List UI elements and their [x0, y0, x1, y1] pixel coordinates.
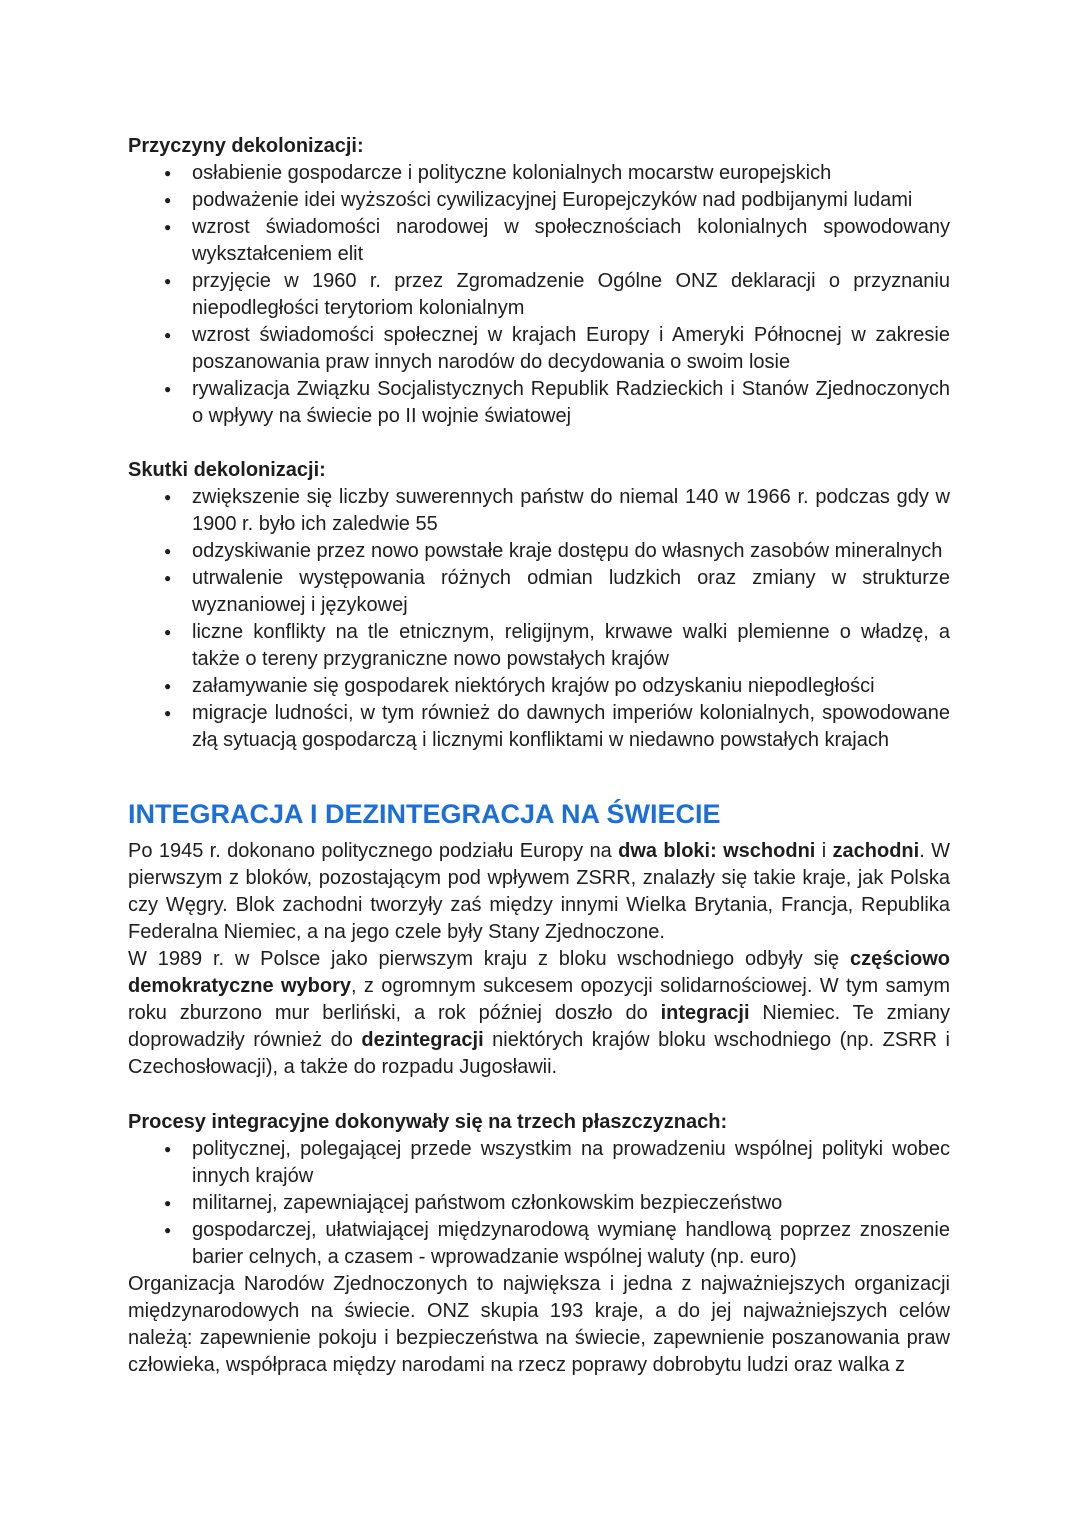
heading-skutki-dekolonizacji: Skutki dekolonizacji: [128, 459, 326, 481]
text-run: W 1989 r. w Polsce jako pierwszym kraju z bloku wschodniego odbyły się [128, 948, 850, 970]
list-item: ● rywalizacja Związku Socjalistycznych Republik Radzieckich i Stanów Zjednoczonych o wpływy na świecie po II wojnie światowej [192, 376, 950, 430]
list-item: ● przyjęcie w 1960 r. przez Zgromadzenie Ogólne ONZ deklaracji o przyznaniu niepodległości terytoriom kolonialnym [192, 268, 950, 322]
list-item: ● militarnej, zapewniającej państwom członkowskim bezpieczeństwo [192, 1190, 950, 1217]
bold-text-run: zachodni [832, 840, 920, 862]
list-item: ● politycznej, polegającej przede wszystkim na prowadzeniu wspólnej polityki wobec innych krajów [192, 1136, 950, 1190]
paragraph-onz: Organizacja Narodów Zjednoczonych to największa i jedna z najważniejszych organizacji międzynarodowych na świecie. ONZ skupia 193 kraje, a do jej najważniejszych celów należą: zapewnienie pokoju i bezpieczeństwa na świecie, zapewnienie poszanowania praw człowieka, współpraca między narodami na rzecz poprawy dobrobytu ludzi oraz walka z [128, 1273, 950, 1376]
paragraph-podzial-europy [128, 838, 950, 946]
text-run: . W pierwszym z bloków, pozostającym pod wpływem ZSRR, znalazły się takie kraje, jak Polska czy Węgry. Blok zachodni tworzyły zaś między innymi Wielka Brytania, Francja, Republika Federalna Niemiec, a na jego czele były Stany Zjednoczone. [128, 840, 951, 943]
text-run: Niemiec. Te zmiany doprowadziły również do [128, 1002, 950, 1051]
list-procesy-integracyjne [128, 1136, 950, 1271]
list-item: ● wzrost świadomości społecznej w krajach Europy i Ameryki Północnej w zakresie poszanowania praw innych narodów do decydowania o swoim losie [192, 322, 950, 376]
text-run: Po 1945 r. dokonano politycznego podziału Europy na [128, 840, 619, 862]
list-item: ● załamywanie się gospodarek niektórych krajów po odzyskaniu niepodległości [192, 673, 950, 700]
bold-text-run: dwa bloki: wschodni [618, 840, 816, 862]
list-item: ● wzrost świadomości narodowej w społecznościach kolonialnych spowodowany wykształceniem elit [192, 214, 950, 268]
list-item: ● osłabienie gospodarcze i polityczne kolonialnych mocarstw europejskich [192, 160, 950, 187]
heading-integracja-dezintegracja: INTEGRACJA I DEZINTEGRACJA NA ŚWIECIE [128, 799, 721, 829]
text-run: i [815, 840, 833, 862]
bold-text-run: dezintegracji [361, 1029, 484, 1051]
heading-procesy-integracyjne: Procesy integracyjne dokonywały się na trzech płaszczyznach: [128, 1111, 728, 1133]
heading-przyczyny-dekolonizacji: Przyczyny dekolonizacji: [128, 135, 364, 157]
list-item: ● migracje ludności, w tym również do dawnych imperiów kolonialnych, spowodowane złą sytuacją gospodarczą i licznymi konfliktami w niedawno powstałych krajach [192, 700, 950, 754]
paragraph-wybory-1989 [128, 946, 950, 1081]
list-item: ● liczne konflikty na tle etnicznym, religijnym, krwawe walki plemienne o władzę, a także o tereny przygraniczne nowo powstałych krajów [192, 619, 950, 673]
list-item: ● gospodarczej, ułatwiającej międzynarodową wymianę handlową poprzez znoszenie barier celnych, a czasem - wprowadzanie wspólnej waluty (np. euro) [192, 1217, 950, 1271]
list-item: ● podważenie idei wyższości cywilizacyjnej Europejczyków nad podbijanymi ludami [192, 187, 950, 214]
text-run: , z ogromnym sukcesem opozycji solidarnościowej. W tym samym roku zburzono mur berliński, a rok później doszło do [128, 975, 950, 1024]
list-item: ● odzyskiwanie przez nowo powstałe kraje dostępu do własnych zasobów mineralnych [192, 538, 950, 565]
bold-text-run: integracji [660, 1002, 750, 1024]
text-run: niektórych krajów bloku wschodniego (np. ZSRR i Czechosłowacji), a także do rozpadu Jugosławii. [128, 1029, 950, 1078]
bold-text-run: częściowo demokratyczne wybory [128, 948, 950, 997]
list-item: ● zwiększenie się liczby suwerennych państw do niemal 140 w 1966 r. podczas gdy w 1900 r. było ich zaledwie 55 [192, 484, 950, 538]
list-item: ● utrwalenie występowania różnych odmian ludzkich oraz zmiany w strukturze wyznaniowej i językowej [192, 565, 950, 619]
list-przyczyny-dekolonizacji [128, 160, 950, 430]
list-skutki-dekolonizacji [128, 484, 950, 754]
